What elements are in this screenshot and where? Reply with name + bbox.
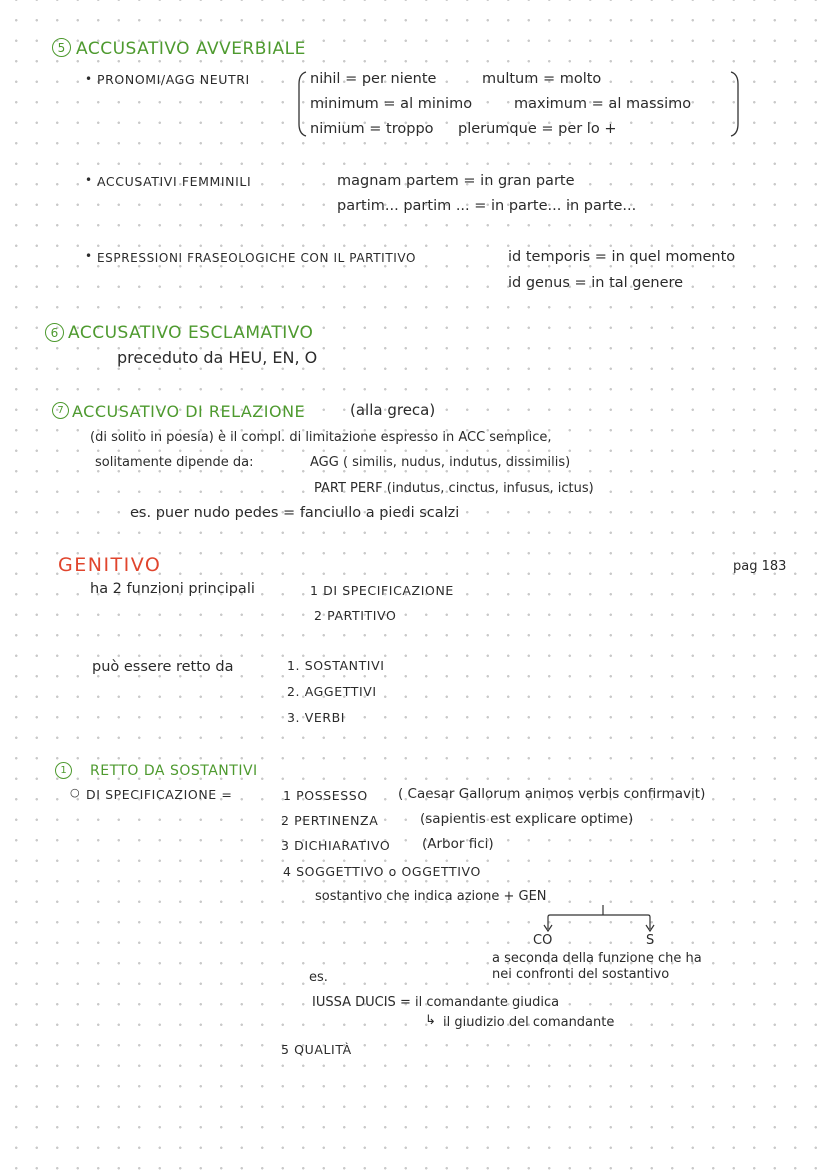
right-bracket-icon <box>727 70 741 138</box>
section-number-circle: 6 <box>45 323 64 342</box>
bullet-icon: • <box>85 173 93 187</box>
espressioni-label: ESPRESSIONI FRASEOLOGICHE CON IL PARTITIVO <box>97 251 417 265</box>
section-title: ACCUSATIVO DI RELAZIONE <box>72 402 306 421</box>
section-title: RETTO DA SOSTANTIVI <box>90 763 258 779</box>
possesso-label: 1 POSSESSO <box>283 788 368 803</box>
pertinenza-label: 2 PERTINENZA <box>281 813 379 828</box>
nihil-item: nihil = per niente <box>310 71 437 87</box>
bullet-icon: • <box>85 249 93 263</box>
page-reference: pag 183 <box>733 559 787 574</box>
dichiarativo-label: 3 DICHIARATIVO <box>281 838 391 853</box>
funzione-specificazione: 1 DI SPECIFICAZIONE <box>310 583 454 598</box>
plerumque-item: plerumque = per lo + <box>458 121 617 137</box>
genitivo-title: GENITIVO <box>58 554 162 576</box>
pertinenza-note: (sapientis est explicare optime) <box>420 811 634 827</box>
multum-item: multum = molto <box>482 71 602 87</box>
funzione-partitivo: 2 PARTITIVO <box>314 608 397 623</box>
magnam-item: magnam partem = in gran parte <box>337 173 575 189</box>
section-title-note: (alla greca) <box>350 401 436 419</box>
relazione-example: es. puer nudo pedes = fanciullo a piedi scalzi <box>130 505 460 521</box>
pronomi-label: PRONOMI/AGG NEUTRI <box>97 72 250 87</box>
retto-aggettivi: 2. AGGETTIVI <box>287 684 377 699</box>
seconda-line-2: nei confronti del sostantivo <box>492 967 670 982</box>
relazione-agg: AGG ( similis, nudus, indutus, dissimilis) <box>310 455 571 470</box>
iussa-line-1: IUSSA DUCIS = il comandante giudica <box>312 995 560 1010</box>
maximum-item: maximum = al massimo <box>514 96 692 112</box>
section-title: ACCUSATIVO AVVERBIALE <box>76 39 306 59</box>
arrow-hook-icon: ↳ <box>425 1013 436 1028</box>
qualita-label: 5 QUALITÀ <box>281 1042 352 1057</box>
specificazione-label: DI SPECIFICAZIONE = <box>86 787 233 802</box>
id-temporis-item: id temporis = in quel momento <box>508 249 736 265</box>
section-number-circle: 1 <box>55 762 72 779</box>
retto-intro: può essere retto da <box>92 659 234 675</box>
relazione-part: PART PERF (indutus, cinctus, infusus, ictus) <box>314 481 594 496</box>
section-number-circle: 7 <box>52 402 69 419</box>
relazione-line-1: (di solito in poesia) è il compl. di limitazione espresso in ACC semplice, <box>90 430 552 445</box>
funzioni-intro: ha 2 funzioni principali <box>90 581 255 597</box>
bullet-circle-icon: ○ <box>70 786 80 799</box>
partim-item: partim... partim ... = in parte... in parte... <box>337 198 637 214</box>
soggettivo-label: 4 SOGGETTIVO o OGGETTIVO <box>283 864 481 879</box>
dichiarativo-note: (Arbor fici) <box>422 836 494 852</box>
section-number-circle: 5 <box>52 38 71 57</box>
id-genus-item: id genus = in tal genere <box>508 275 684 291</box>
section-title: ACCUSATIVO ESCLAMATIVO <box>68 323 314 343</box>
minimum-item: minimum = al minimo <box>310 96 473 112</box>
seconda-line-1: a seconda della funzione che ha <box>492 951 702 966</box>
relazione-line-2: solitamente dipende da: <box>95 455 254 470</box>
iussa-line-2: il giudizio del comandante <box>443 1015 615 1030</box>
possesso-note: ( Caesar Gallorum animos verbis confirmavit) <box>398 786 706 802</box>
retto-sostantivi: 1. SOSTANTIVI <box>287 658 385 673</box>
co-label: CO <box>533 933 553 948</box>
split-arrow-icon <box>540 903 660 943</box>
left-bracket-icon <box>296 70 310 138</box>
femminili-label: ACCUSATIVI FEMMINILI <box>97 174 252 189</box>
retto-verbi: 3. VERBI <box>287 710 346 725</box>
esclamativo-text: preceduto da HEU, EN, O <box>117 348 318 367</box>
sostantivo-line: sostantivo che indica azione + GEN <box>315 889 547 904</box>
nimium-item: nimium = troppo <box>310 121 434 137</box>
es-label: es. <box>309 970 328 985</box>
s-label: S <box>646 933 655 948</box>
bullet-icon: • <box>85 72 93 86</box>
